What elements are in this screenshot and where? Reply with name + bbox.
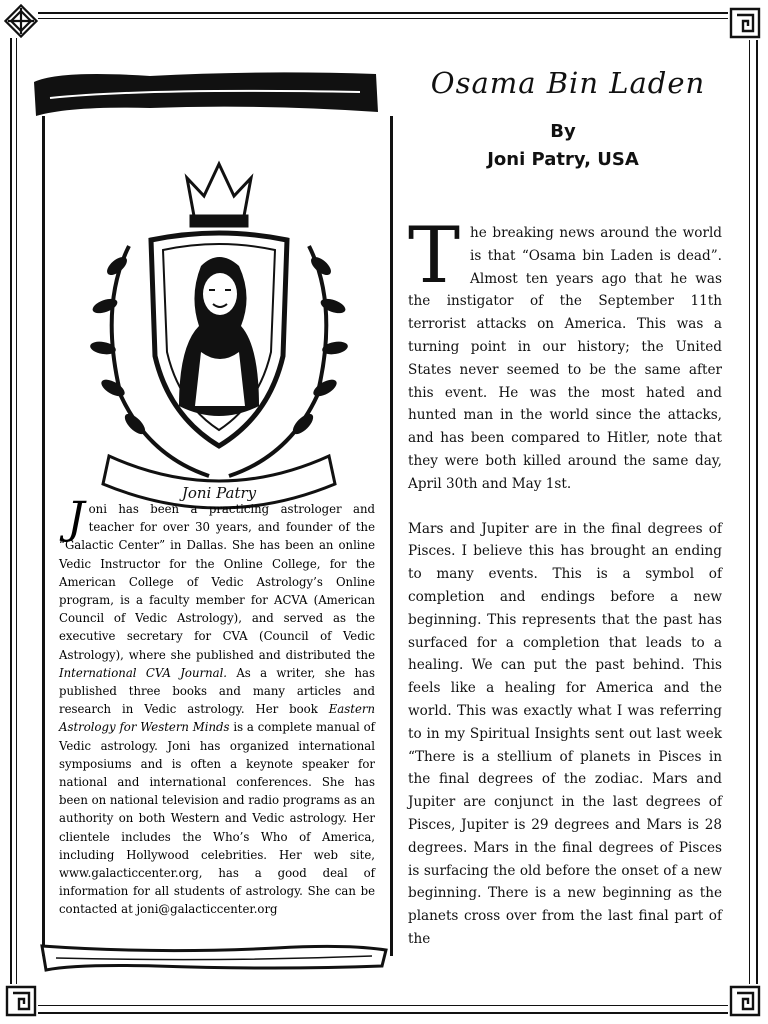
article-title: Osama Bin Laden bbox=[430, 66, 706, 100]
bio-journal-title: International CVA Journal. bbox=[59, 665, 228, 680]
bio-part-1: oni has been a practicing astrologer and teacher for over 30 years, and founder of the “Galactic Center” in Dallas. She has been an online Vedic Instructor for the Online College, for the American College of Vedic Astrology’s Online program, is a faculty member for ACVA (American Council of Vedic Astrology), and served as the executive secretary for CVA (Council of Vedic Astrology), where she published and distributed the bbox=[59, 502, 375, 662]
article-body bbox=[408, 211, 722, 973]
article-paragraph-1 bbox=[408, 211, 722, 496]
crest-illustration bbox=[69, 156, 369, 546]
article-paragraph-2: Mars and Jupiter are in the final degrees of Pisces. I believe this has brought an ending to many events. This is a symbol of completion and endings before a new beginning. This represents that the past has surfaced for a completion that leads to a healing. We can put the past behind. This feels like a healing for America and the world. This was exactly what I was referring to in my Spiritual Insights sent out last week “There is a stellium of planets in Pisces in the final degrees of the zodiac. Mars and Jupiter are conjunct in the last degrees of Pisces, Jupiter is 29 degrees and Mars is 28 degrees. Mars in the final degrees of Pisces is surfacing the old before the onset of a new beginning. There is a new beginning as the planets cross over from the last final part of the bbox=[408, 520, 722, 947]
scroll-top-roll bbox=[30, 68, 380, 118]
scroll-bottom-roll bbox=[36, 940, 392, 974]
bio-part-2: As a writer, she has published three books and many articles and research in Vedic astrology. Her book bbox=[59, 665, 375, 717]
bio-part-3: is a complete manual of Vedic astrology. Joni has organized international symposiums and is often a keynote speaker for national and international conferences. She has been on national television and radio programs as an authority on both Western and Vedic astrology. Her clientele includes the Who’s Who of America, including Hollywood celebrities. Her web site, www.galacticcenter.org, has a good deal of information for all students of astrology. She can be contacted at joni@galacticcenter.org bbox=[59, 720, 375, 917]
bio-book-title: Eastern Astrology for Western Minds bbox=[59, 702, 375, 735]
byline bbox=[408, 118, 718, 174]
author-name: Joni Patry, USA bbox=[487, 149, 639, 170]
corner-ornament-icon bbox=[4, 984, 38, 1018]
by-label: By bbox=[550, 121, 576, 142]
corner-ornament-icon bbox=[728, 6, 762, 40]
endless-knot-icon bbox=[4, 4, 38, 38]
crown-icon bbox=[187, 164, 251, 226]
scroll-paper bbox=[42, 116, 393, 956]
paragraph-1-text: he breaking news around the world is that “Osama bin Laden is dead”. Almost ten years ago that he was the instigator of the September 11th terrorist attacks on America. This was a turning point in our history; the United States never seemed to be the same after this event. He was the most hated and hunted man in the world since the attacks, and has been compared to Hitler, note that they were both killed around the same day, April 30th and May 1st. bbox=[408, 225, 722, 492]
corner-ornament-icon bbox=[728, 984, 762, 1018]
drop-cap: T bbox=[408, 211, 461, 301]
bio-scroll bbox=[30, 68, 384, 968]
banner-name: Joni Patry bbox=[181, 484, 257, 502]
bio-drop-letter: J bbox=[67, 493, 85, 544]
